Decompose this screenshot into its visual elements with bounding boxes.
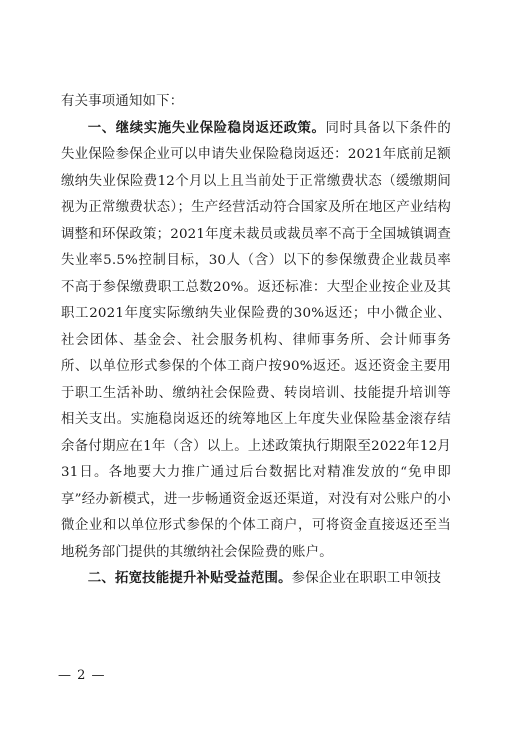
section-2-heading: 二、拓宽技能提升补贴受益范围。 <box>87 571 292 586</box>
document-body <box>61 89 451 593</box>
section-2-paragraph <box>61 566 451 593</box>
section-1-paragraph <box>61 116 451 567</box>
section-1-heading: 一、继续实施失业保险稳岗返还政策。 <box>87 120 326 136</box>
section-1-body: 同时具备以下条件的失业保险参保企业可以申请失业保险稳岗返还：2021年底前足额缴纳失业保险费12个月以上且当前处于正常缴费状态（缓缴期间视为正常缴费状态）；生产经营活动符合国家及所在地区产业结构调整和环保政策；2021年度未裁员或裁员率不高于全国城镇调查失业率5.5%控制目标，30人（含）以下的参保缴费企业裁员率不高于参保缴费职工总数20%。返还标准：大型企业按企业及其职工2021年度实际缴纳失业保险费的30%返还；中小微企业、社会团体、基金会、社会服务机构、律师事务所、会计师事务所、以单位形式参保的个体工商户按90%返还。返还资金主要用于职工生活补助、缴纳社会保险费、转岗培训、技能提升培训等相关支出。实施稳岗返还的统筹地区上年度失业保险基金滚存结余备付期应在1年（含）以上。上述政策执行期限至2022年12月31日。各地要大力推广通过后台数据比对精准发放的“免申即享”经办新模式，进一步畅通资金返还渠道，对没有对公账户的小微企业和以单位形式参保的个体工商户，可将资金直接返还至当地税务部门提供的其缴纳社会保险费的账户。 <box>61 120 451 560</box>
page-number: — 2 — <box>58 668 106 683</box>
intro-paragraph: 有关事项通知如下： <box>61 94 184 109</box>
section-2-body: 参保企业在职职工申领技 <box>291 571 442 586</box>
